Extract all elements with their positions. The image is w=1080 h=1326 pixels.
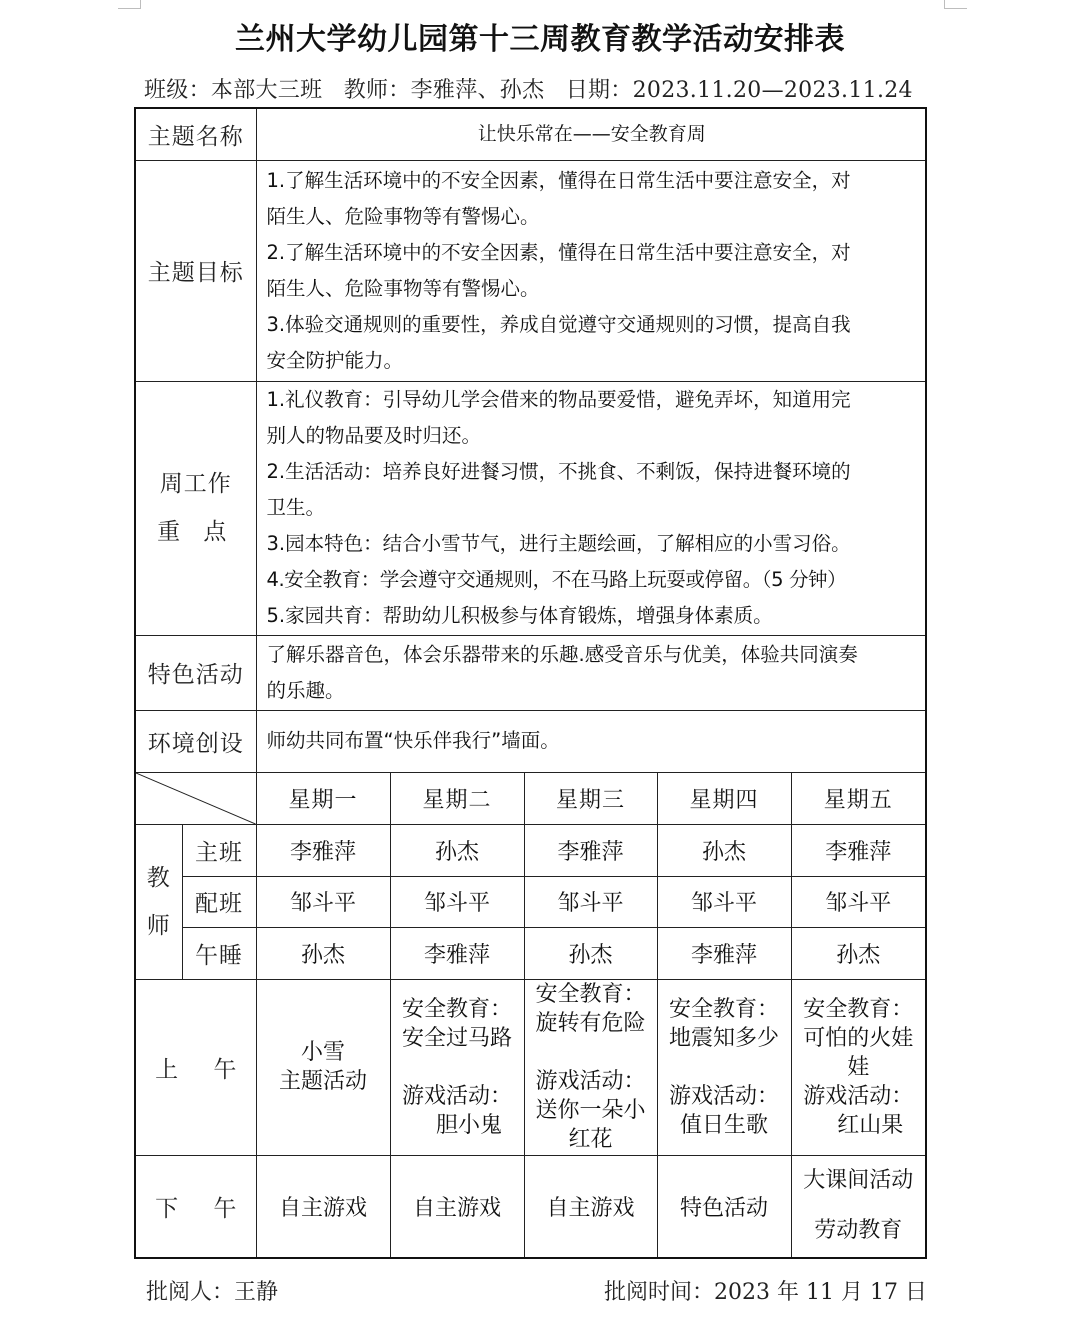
day-header-thu: 星期四	[657, 772, 791, 824]
morning-mon-line: 小雪	[300, 1040, 345, 1065]
morning-cell-tue	[390, 979, 524, 1155]
afternoon-fri-line: 大课间活动	[803, 1168, 914, 1194]
theme-name-value: 让快乐常在——安全教育周	[256, 108, 926, 160]
teacher-cell: 邹斗平	[791, 876, 926, 927]
afternoon-cell-mon: 自主游戏	[256, 1155, 390, 1258]
morning-thu-line: 地震知多少	[668, 1025, 779, 1051]
teacher-cell: 邹斗平	[524, 876, 657, 927]
focus-line: 5.家园共育：帮助幼儿积极参与体育锻炼，增强身体素质。	[266, 604, 773, 627]
morning-thu-line: 游戏活动：	[668, 1083, 779, 1109]
morning-cell-mon	[256, 979, 390, 1155]
teacher-role-nap: 午睡	[182, 927, 256, 979]
weekly-focus-label-line2: 重 点	[157, 519, 235, 545]
document-title: 兰州大学幼儿园第十三周教育教学活动安排表	[235, 22, 845, 57]
row-label-weekly-focus	[135, 381, 256, 635]
morning-wed-line: 旋转有危险	[535, 1011, 646, 1036]
teacher-cell: 孙杰	[791, 927, 926, 979]
teacher-cell: 李雅萍	[256, 824, 390, 876]
morning-row	[135, 979, 926, 1155]
day-header-mon: 星期一	[256, 772, 390, 824]
teacher-cell: 邹斗平	[657, 876, 791, 927]
environment-content: 师幼共同布置“快乐伴我行”墙面。	[256, 710, 926, 772]
teacher-role-main: 主班	[182, 824, 256, 876]
teacher-cell: 李雅萍	[390, 927, 524, 979]
morning-fri-line: 红山果	[837, 1112, 904, 1138]
goal-line: 安全防护能力。	[266, 348, 404, 372]
teacher-info: 教师：李雅萍、孙杰	[343, 78, 545, 103]
morning-thu-line: 值日生歌	[679, 1112, 768, 1138]
diagonal-corner-cell	[135, 772, 256, 824]
teacher-row-nap	[135, 927, 926, 979]
teacher-cell: 孙杰	[390, 824, 524, 876]
special-activity-row	[135, 635, 926, 710]
day-header-fri: 星期五	[791, 772, 926, 824]
morning-wed-line: 游戏活动：	[535, 1069, 646, 1094]
goal-line: 3.体验交通规则的重要性，养成自觉遵守交通规则的习惯，提高自我	[266, 312, 851, 336]
morning-mon-line: 主题活动	[278, 1069, 367, 1094]
morning-fri-line: 娃	[847, 1054, 870, 1080]
focus-line: 1.礼仪教育：引导幼儿学会借来的物品要爱惜，避免弄坏，知道用完	[266, 388, 851, 411]
morning-wed-line: 红花	[568, 1127, 613, 1152]
teacher-cell: 李雅萍	[524, 824, 657, 876]
row-label-theme-goals: 主题目标	[135, 160, 256, 381]
page-corner-mark	[944, 0, 967, 9]
morning-fri-line: 安全教育：	[803, 996, 914, 1022]
teacher-cell: 孙杰	[256, 927, 390, 979]
activity-schedule-table	[134, 107, 927, 1259]
goal-line: 1.了解生活环境中的不安全因素，懂得在日常生活中要注意安全，对	[266, 168, 851, 192]
teacher-cell: 李雅萍	[657, 927, 791, 979]
teacher-group-char2: 师	[146, 912, 171, 939]
spacer	[391, 1053, 524, 1082]
morning-tue-line: 安全过马路	[401, 1025, 512, 1051]
afternoon-cell-tue: 自主游戏	[390, 1155, 524, 1258]
morning-tue-line: 胆小鬼	[435, 1112, 502, 1138]
goal-line: 陌生人、危险事物等有警惕心。	[266, 276, 540, 300]
teacher-cell: 李雅萍	[791, 824, 926, 876]
goal-line: 陌生人、危险事物等有警惕心。	[266, 204, 540, 228]
morning-wed-line: 送你一朵小	[535, 1098, 646, 1123]
goal-line: 2.了解生活环境中的不安全因素，懂得在日常生活中要注意安全，对	[266, 240, 851, 264]
focus-line: 2.生活活动：培养良好进餐习惯，不挑食、不剩饭，保持进餐环境的	[266, 460, 851, 483]
morning-fri-line: 游戏活动：	[803, 1083, 914, 1109]
focus-line: 卫生。	[266, 496, 326, 519]
row-label-special-activity: 特色活动	[135, 635, 256, 710]
header-meta	[144, 73, 927, 104]
date-info: 日期：2023.11.20—2023.11.24	[565, 78, 913, 103]
special-activity-content	[256, 635, 926, 710]
day-header-row	[135, 772, 926, 824]
teacher-row-main	[135, 824, 926, 876]
focus-line: 4.安全教育：学会遵守交通规则，不在马路上玩耍或停留。（5 分钟）	[266, 568, 847, 591]
theme-goals-row	[135, 160, 926, 381]
spacer	[525, 1038, 657, 1067]
teacher-cell: 邹斗平	[256, 876, 390, 927]
focus-line: 3.园本特色：结合小雪节气，进行主题绘画，了解相应的小雪习俗。	[266, 532, 851, 555]
morning-thu-line: 安全教育：	[668, 996, 779, 1022]
review-time: 批阅时间：2023 年 11 月 17 日	[604, 1280, 927, 1305]
afternoon-cell-fri	[791, 1155, 926, 1258]
teacher-cell: 邹斗平	[390, 876, 524, 927]
teacher-group-label	[135, 824, 182, 979]
special-line: 了解乐器音色，体会乐器带来的乐趣.感受音乐与优美，体验共同演奏	[266, 642, 858, 666]
weekly-focus-row	[135, 381, 926, 635]
teacher-role-assistant: 配班	[182, 876, 256, 927]
special-line: 的乐趣。	[266, 678, 345, 702]
spacer	[658, 1053, 791, 1082]
teacher-cell: 孙杰	[524, 927, 657, 979]
morning-wed-line: 安全教育：	[535, 982, 646, 1007]
morning-fri-line: 可怕的火娃	[803, 1025, 914, 1051]
focus-line: 别人的物品要及时归还。	[266, 424, 482, 447]
teacher-row-assistant	[135, 876, 926, 927]
teacher-cell: 孙杰	[657, 824, 791, 876]
row-label-afternoon: 下 午	[135, 1155, 256, 1258]
row-label-environment: 环境创设	[135, 710, 256, 772]
diagonal-line	[136, 773, 256, 824]
morning-tue-line: 安全教育：	[401, 996, 512, 1022]
afternoon-cell-wed: 自主游戏	[524, 1155, 657, 1258]
page-corner-mark	[118, 0, 141, 9]
weekly-focus-label-line1: 周工作	[159, 471, 232, 497]
afternoon-fri-line: 劳动教育	[814, 1218, 903, 1244]
morning-cell-fri	[791, 979, 926, 1155]
day-header-tue: 星期二	[390, 772, 524, 824]
teacher-group-char1: 教	[146, 864, 171, 891]
morning-tue-line: 游戏活动：	[401, 1083, 512, 1109]
environment-row	[135, 710, 926, 772]
theme-name-row	[135, 108, 926, 160]
row-label-theme-name: 主题名称	[135, 108, 256, 160]
reviewer: 批阅人：王静	[146, 1280, 279, 1305]
theme-goals-content	[256, 160, 926, 381]
morning-cell-thu	[657, 979, 791, 1155]
afternoon-cell-thu: 特色活动	[657, 1155, 791, 1258]
weekly-focus-content	[256, 381, 926, 635]
afternoon-row	[135, 1155, 926, 1258]
day-header-wed: 星期三	[524, 772, 657, 824]
row-label-morning: 上 午	[135, 979, 256, 1155]
morning-cell-wed	[524, 979, 657, 1155]
class-info: 班级：本部大三班	[144, 78, 323, 103]
